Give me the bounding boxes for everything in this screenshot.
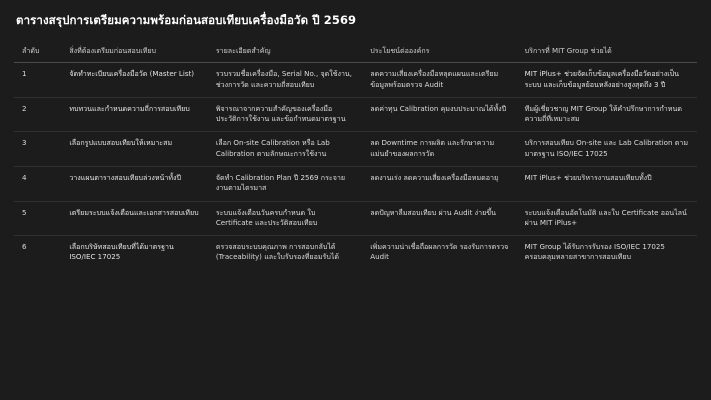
cell-benefit: ลดงานเร่ง ลดความเสี่ยงเครื่องมือหมดอายุ [370,172,499,182]
cell-task: วางแผนตารางสอบเทียบล่วงหน้าทั้งปี [69,172,181,182]
table-row [14,236,697,270]
cell-mit-service: ทีมผู้เชี่ยวชาญ MIT Group ให้คำปรึกษาการกำหนดความถี่ที่เหมาะสม [524,103,682,124]
cell-task: เตรียมระบบแจ้งเตือนและเอกสารสอบเทียบ [69,207,199,217]
cell-mit-service: MIT iPlus+ ช่วยจัดเก็บข้อมูลเครื่องมือวัดอย่างเป็นระบบ และเก็บข้อมูลย้อนหลังอย่างสูงสุดถึง 3 ปี [524,69,680,89]
cell-no: 3 [22,138,27,148]
cell-task: จัดทำทะเบียนเครื่องมือวัด (Master List) [69,69,195,79]
cell-benefit: เพิ่มความน่าเชื่อถือผลการวัด รองรับการตรวจ Audit [370,242,509,262]
cell-no: 2 [22,103,27,113]
column-header-mit-service: บริการที่ MIT Group ช่วยได้ [517,40,697,63]
table-row [14,63,697,98]
cell-task: เลือกบริษัทสอบเทียบที่ได้มาตรฐาน ISO/IEC 17025 [69,242,174,262]
table-row [14,166,697,201]
cell-no: 1 [22,69,27,79]
cell-benefit: ลดความเสี่ยงเครื่องมือหลุดแผนและเตรียมข้อมูลพร้อมตรวจ Audit [370,69,499,89]
cell-benefit: ลดปัญหาลืมสอบเทียบ ผ่าน Audit ง่ายขึ้น [370,207,496,217]
table-header-row [14,40,697,63]
table-row [14,97,697,132]
cell-mit-service: MIT Group ได้รับการรับรอง ISO/IEC 17025 ครอบคลุมหลายสาขาการสอบเทียบ [524,242,665,262]
cell-benefit: ลดค่าทุน Calibration คุมงบประมาณได้ทั้งปี [370,103,507,113]
cell-task: เลือกรูปแบบสอบเทียบให้เหมาะสม [69,138,173,148]
cell-mit-service: บริการสอบเทียบ On-site และ Lab Calibration ตามมาตรฐาน ISO/IEC 17025 [524,138,689,158]
cell-no: 5 [22,207,27,217]
cell-mit-service: ระบบแจ้งเตือนอัตโนมัติ และใบ Certificate ออนไลน์ผ่าน MIT iPlus+ [524,207,687,227]
cell-detail: ตรวจสอบระบบคุณภาพ การสอบกลับได้ (Traceability) และใบรับรองที่ยอมรับได้ [215,242,339,262]
cell-detail: พิจารณาจากความสำคัญของเครื่องมือ ประวัติการใช้งาน และข้อกำหนดมาตรฐาน [215,103,346,124]
cell-task: ทบทวนและกำหนดความถี่การสอบเทียบ [69,103,190,113]
cell-no: 4 [22,172,27,182]
column-header-task: สิ่งที่ต้องเตรียมก่อนสอบเทียบ [61,40,208,63]
cell-detail: รวบรวมชื่อเครื่องมือ, Serial No., จุดใช้งาน, ช่วงการวัด และความถี่สอบเทียบ [215,69,353,89]
column-header-no: ลำดับ [14,40,61,63]
table-row [14,201,697,236]
cell-detail: ระบบแจ้งเตือนวันครบกำหนด ใบ Certificate และประวัติสอบเทียบ [215,207,318,227]
column-header-benefit: ประโยชน์ต่อองค์กร [362,40,516,63]
cell-detail: เลือก On-site Calibration หรือ Lab Calibration ตามลักษณะการใช้งาน [215,138,330,158]
column-header-detail: รายละเอียดสำคัญ [208,40,362,63]
page-title: ตารางสรุปการเตรียมความพร้อมก่อนสอบเทียบเครื่องมือวัด ปี 2569 [16,13,357,27]
cell-mit-service: MIT iPlus+ ช่วยบริหารงานสอบเทียบทั้งปี [524,172,652,182]
cell-benefit: ลด Downtime การผลิต และรักษาความแม่นยำของผลการวัด [370,138,495,158]
preparation-summary-table [14,40,697,270]
table-row [14,132,697,167]
cell-detail: จัดทำ Calibration Plan ปี 2569 กระจายงานตามไตรมาส [215,172,345,193]
cell-no: 6 [22,242,27,252]
table-header [14,40,697,63]
table-body [14,63,697,270]
